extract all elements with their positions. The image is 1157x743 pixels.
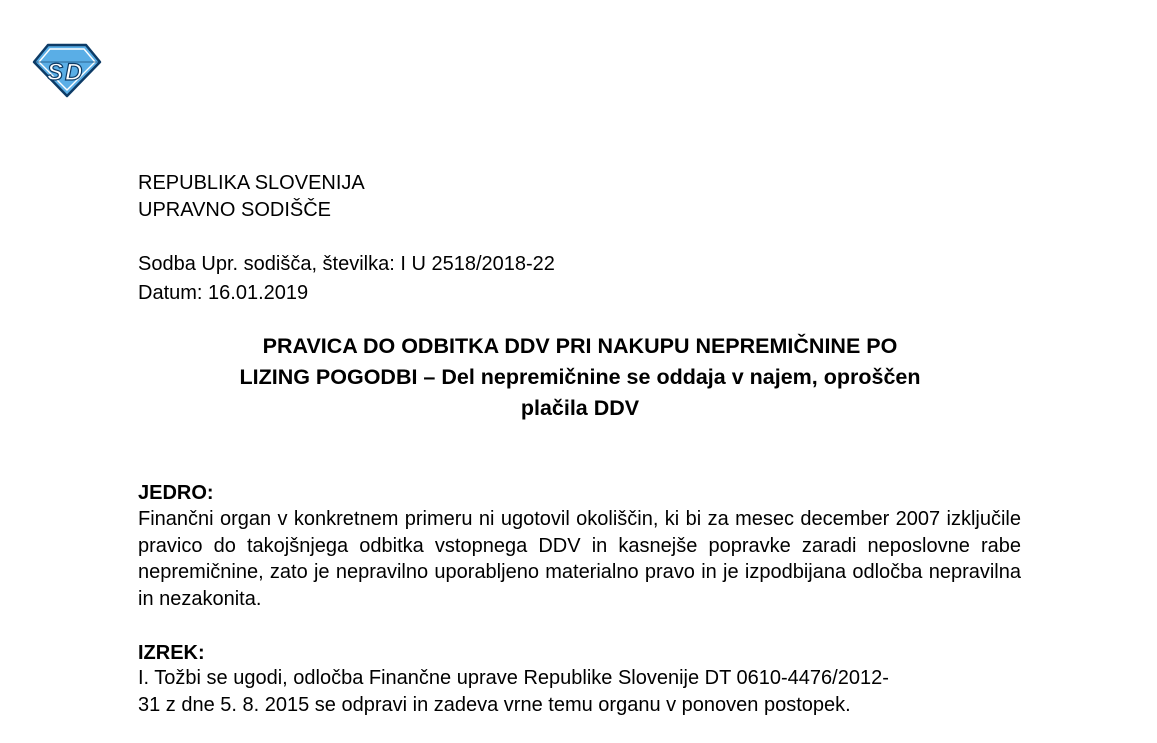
court-header — [138, 170, 365, 224]
izrek-line-2: 31 z dne 5. 8. 2015 se odpravi in zadeva vrne temu organu v ponoven postopek. — [138, 693, 851, 716]
judgment-number: Sodba Upr. sodišča, številka: I U 2518/2018-22 — [138, 253, 555, 275]
svg-text:D: D — [65, 59, 83, 86]
svg-text:S: S — [47, 59, 64, 86]
title-line-2: LIZING POGODBI – Del nepremičnine se oddaja v najem, oproščen — [239, 365, 921, 389]
judgment-date: Datum: 16.01.2019 — [138, 282, 309, 304]
court-name: UPRAVNO SODIŠČE — [138, 199, 331, 221]
court-logo — [30, 40, 104, 100]
country-name: REPUBLIKA SLOVENIJA — [138, 172, 365, 194]
izrek-heading: IZREK: — [138, 642, 205, 664]
izrek-line-1: I. Tožbi se ugodi, odločba Finančne uprave Republike Slovenije DT 0610-4476/2012- — [138, 667, 889, 689]
document-title — [138, 331, 1022, 424]
jedro-text: Finančni organ v konkretnem primeru ni ugotovil okoliščin, ki bi za mesec december 2007 izključile pravico do takojšnjega odbitka vstopnega DDV in kasnejše popravke zaradi neposlovne rabe nepremičnine, zato je nepravilno uporabljeno materialno pravo in je izpodbijana odločba nepravilna in nezakonita. — [138, 508, 1021, 610]
shield-sd-logo-icon — [30, 40, 104, 100]
jedro-heading: JEDRO: — [138, 482, 214, 504]
judgment-meta — [138, 250, 555, 308]
title-line-3: plačila DDV — [520, 396, 640, 420]
title-line-1: PRAVICA DO ODBITKA DDV PRI NAKUPU NEPREMIČNINE PO — [262, 334, 898, 358]
izrek-text — [138, 665, 1021, 718]
